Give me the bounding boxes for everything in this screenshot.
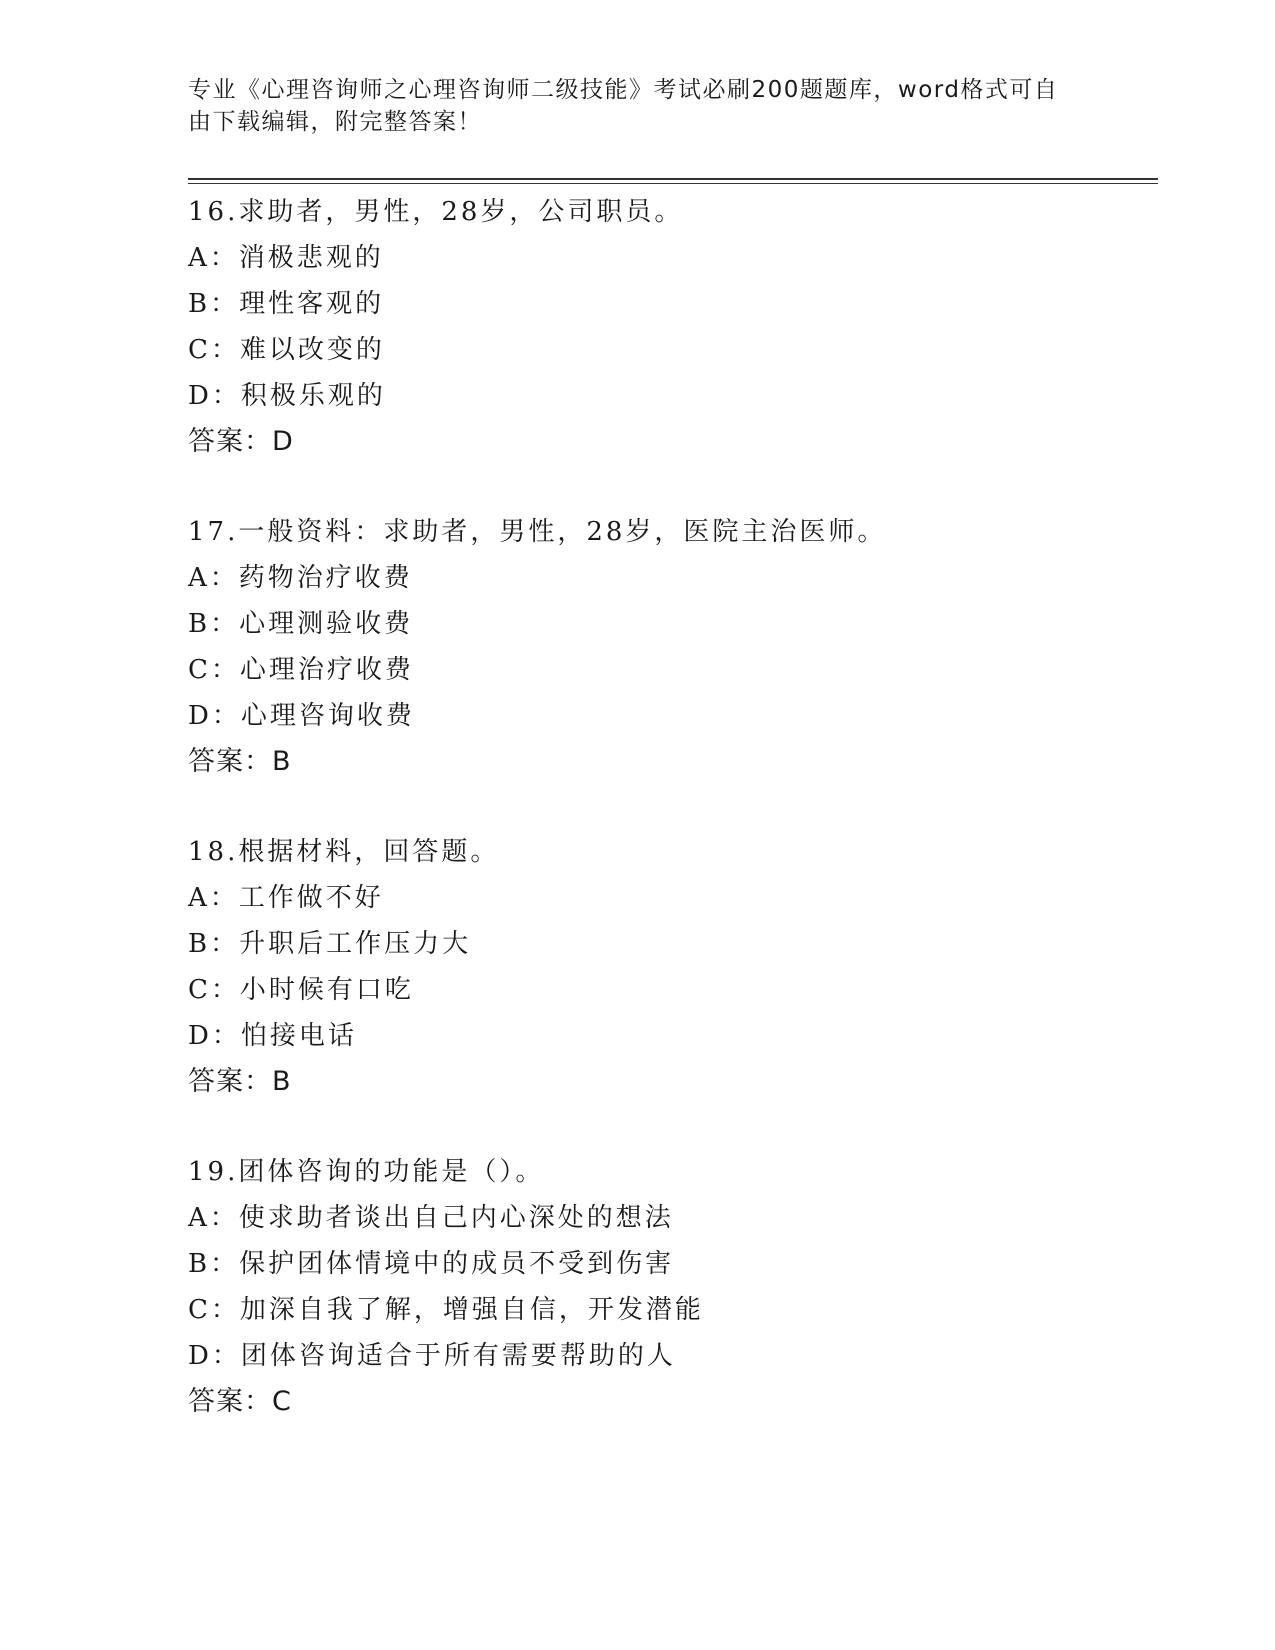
option-b: B：理性客观的: [188, 289, 385, 319]
question-stem: 19.团体咨询的功能是（）。: [188, 1157, 545, 1187]
question-stem: 18.根据材料，回答题。: [188, 837, 500, 867]
document-header: [188, 74, 1068, 138]
option-d: D：怕接电话: [188, 1021, 357, 1051]
answer-line: 答案：C: [188, 1386, 292, 1417]
header-divider-thick: [188, 178, 1158, 180]
option-a: A：工作做不好: [188, 883, 384, 913]
question-19: [188, 1149, 1088, 1425]
option-b: B：心理测验收费: [188, 609, 414, 639]
option-b: B：升职后工作压力大: [188, 929, 472, 959]
option-b: B：保护团体情境中的成员不受到伤害: [188, 1249, 675, 1279]
header-divider-thin: [188, 183, 1158, 184]
answer-line: 答案：B: [188, 1066, 292, 1097]
header-line-2: 由下载编辑，附完整答案！: [188, 109, 482, 135]
option-d: D：团体咨询适合于所有需要帮助的人: [188, 1341, 676, 1371]
question-stem: 16.求助者，男性，28岁，公司职员。: [188, 197, 684, 227]
option-d: D：心理咨询收费: [188, 701, 415, 731]
answer-line: 答案：B: [188, 746, 292, 777]
question-stem: 17.一般资料：求助者，男性，28岁，医院主治医师。: [188, 517, 887, 547]
question-16: [188, 189, 1088, 465]
option-c: C：难以改变的: [188, 335, 385, 365]
question-17: [188, 509, 1088, 785]
option-a: A：药物治疗收费: [188, 563, 413, 593]
answer-line: 答案：D: [188, 426, 294, 457]
option-d: D：积极乐观的: [188, 381, 386, 411]
option-c: C：小时候有口吃: [188, 975, 414, 1005]
question-18: [188, 829, 1088, 1105]
option-c: C：加深自我了解，增强自信，开发潜能: [188, 1295, 704, 1325]
header-line-1: 专业《心理咨询师之心理咨询师二级技能》考试必刷200题题库，word格式可自: [188, 77, 1059, 103]
option-a: A：消极悲观的: [188, 243, 384, 273]
option-c: C：心理治疗收费: [188, 655, 414, 685]
option-a: A：使求助者谈出自己内心深处的想法: [188, 1203, 674, 1233]
